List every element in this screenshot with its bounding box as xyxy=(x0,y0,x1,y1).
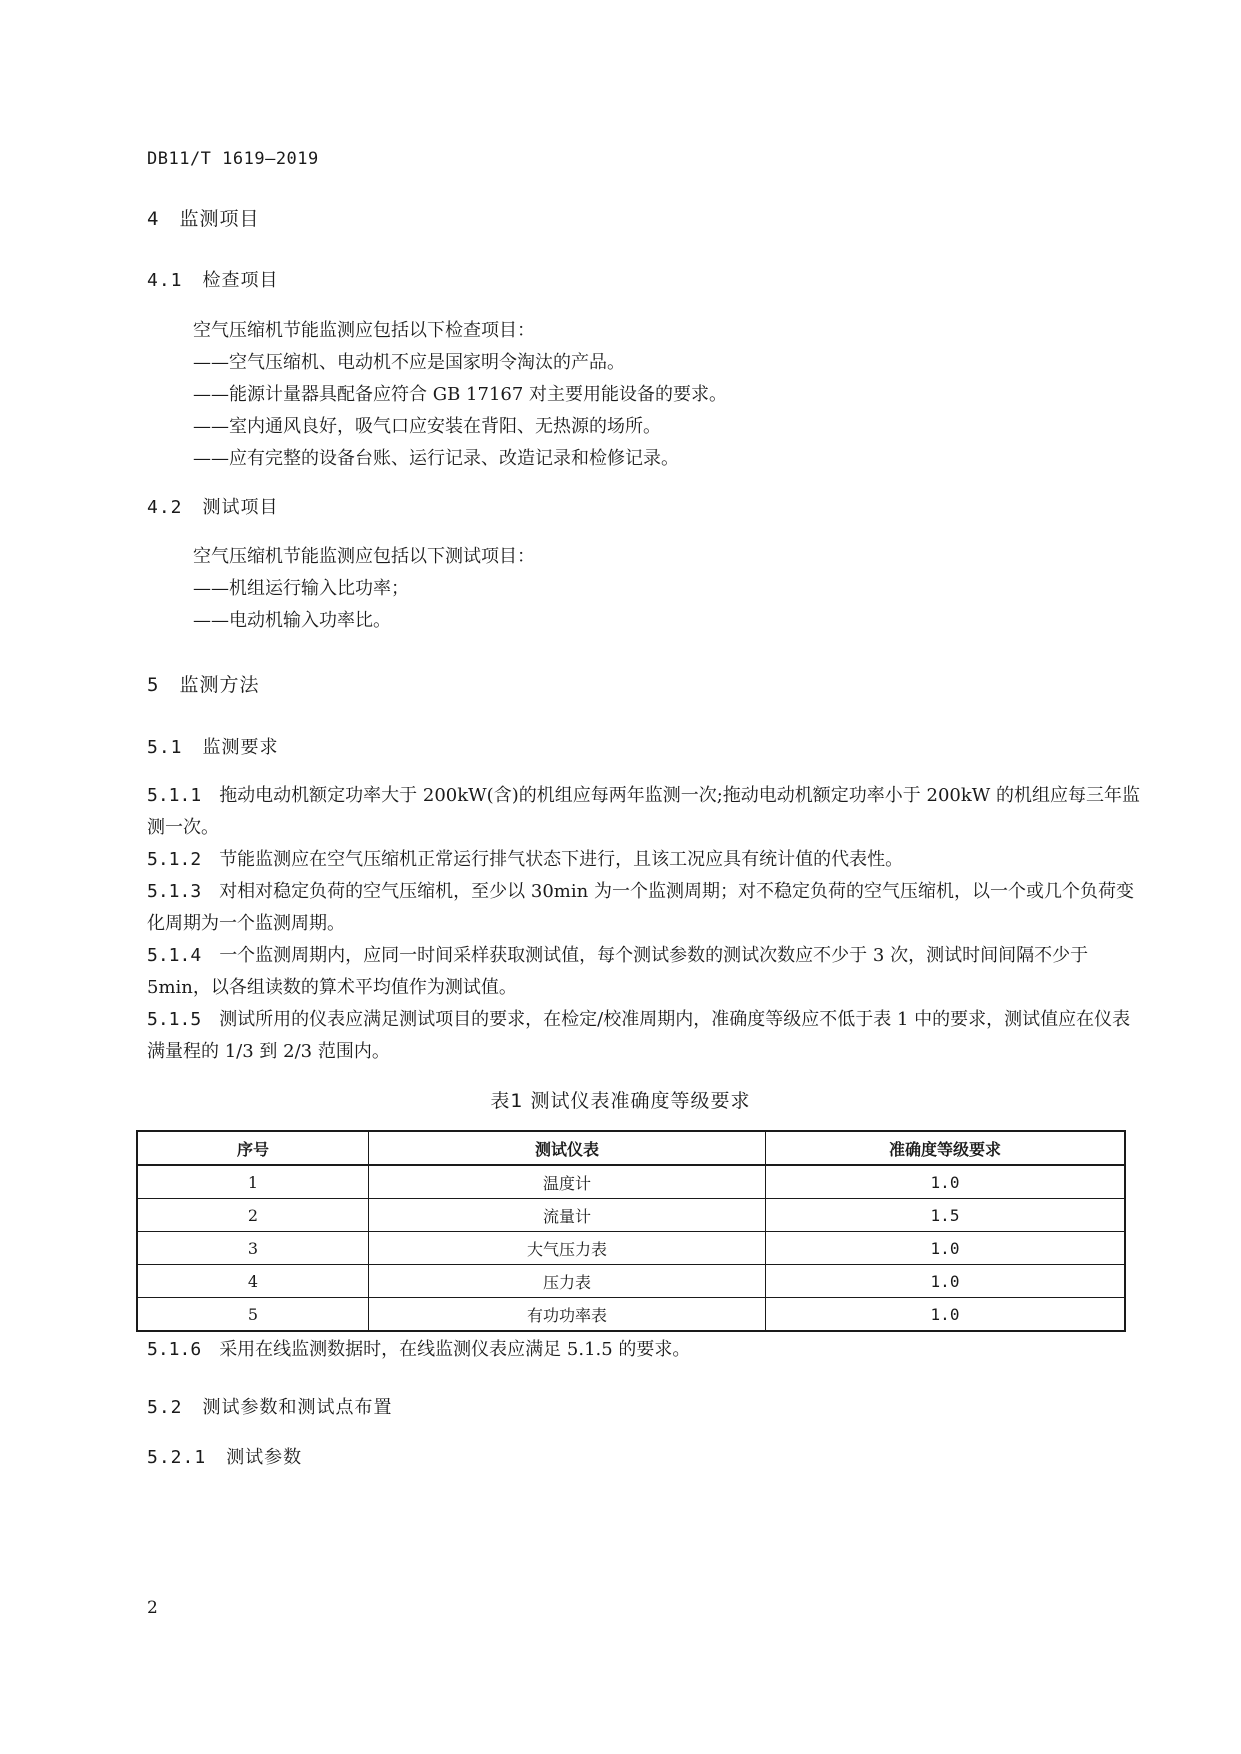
section-title: 测试项目 xyxy=(202,497,279,518)
section-number: 5.2.1 xyxy=(147,1447,207,1468)
section-5-heading xyxy=(147,670,1146,697)
section-title: 测试参数和测试点布置 xyxy=(202,1397,393,1418)
clause-5-1-4 xyxy=(147,940,1146,1004)
section-5-1-heading xyxy=(147,733,1146,759)
cell-index: 4 xyxy=(137,1265,369,1298)
cell-accuracy: 1.0 xyxy=(766,1165,1126,1199)
clause-number: 5.1.1 xyxy=(147,785,202,806)
table-row xyxy=(137,1199,1125,1232)
section-title: 检查项目 xyxy=(202,270,279,291)
list-item: ——空气压缩机、电动机不应是国家明令淘汰的产品。 xyxy=(193,352,625,373)
section-title: 监测方法 xyxy=(179,674,260,696)
cell-accuracy: 1.0 xyxy=(766,1298,1126,1332)
clause-text: 测试所用的仪表应满足测试项目的要求，在检定/校准周期内，准确度等级应不低于表 1 中的要求，测试值应在仪表满量程的 1/3 到 2/3 范围内。 xyxy=(147,1009,1131,1062)
table-1-title: 表1 测试仪表准确度等级要求 xyxy=(490,1090,751,1112)
clause-5-1-1 xyxy=(147,780,1146,844)
cell-index: 3 xyxy=(137,1232,369,1265)
cell-instrument: 温度计 xyxy=(369,1165,766,1199)
clause-5-1-3 xyxy=(147,876,1146,940)
section-number: 4.1 xyxy=(147,270,183,291)
section-title: 监测项目 xyxy=(179,208,260,230)
cell-accuracy: 1.0 xyxy=(766,1232,1126,1265)
list-item: ——室内通风良好，吸气口应安装在背阳、无热源的场所。 xyxy=(193,416,661,437)
clause-text: 采用在线监测数据时，在线监测仪表应满足 5.1.5 的要求。 xyxy=(219,1339,691,1360)
table-header-row xyxy=(137,1131,1125,1165)
section-number: 4 xyxy=(147,208,160,230)
page-number: 2 xyxy=(147,1598,158,1618)
cell-accuracy: 1.5 xyxy=(766,1199,1126,1232)
intro-text: 空气压缩机节能监测应包括以下测试项目： xyxy=(193,546,535,567)
clause-5-1-6 xyxy=(147,1334,1146,1366)
cell-instrument: 大气压力表 xyxy=(369,1232,766,1265)
section-4-2-heading xyxy=(147,493,1146,519)
clause-text: 拖动电动机额定功率大于 200kW(含)的机组应每两年监测一次;拖动电动机额定功率小于 200kW 的机组应每三年监测一次。 xyxy=(147,785,1140,838)
section-5-2-1-heading xyxy=(147,1443,1146,1469)
cell-instrument: 有功功率表 xyxy=(369,1298,766,1332)
section-number: 5 xyxy=(147,674,160,696)
cell-instrument: 压力表 xyxy=(369,1265,766,1298)
clause-number: 5.1.2 xyxy=(147,849,202,870)
section-4-2-body xyxy=(147,541,1146,637)
intro-text: 空气压缩机节能监测应包括以下检查项目： xyxy=(193,320,535,341)
table-row xyxy=(137,1232,1125,1265)
clause-number: 5.1.3 xyxy=(147,881,202,902)
section-4-1-body xyxy=(147,315,1146,475)
list-item: ——电动机输入功率比。 xyxy=(193,610,391,631)
clause-text: 一个监测周期内，应同一时间采样获取测试值，每个测试参数的测试次数应不少于 3 次，测试时间间隔不少于 5min，以各组读数的算术平均值作为测试值。 xyxy=(147,945,1089,998)
column-header-instrument: 测试仪表 xyxy=(369,1131,766,1165)
clause-text: 节能监测应在空气压缩机正常运行排气状态下进行，且该工况应具有统计值的代表性。 xyxy=(219,849,904,870)
clause-5-1-5 xyxy=(147,1004,1146,1068)
section-number: 5.1 xyxy=(147,737,183,758)
clause-number: 5.1.4 xyxy=(147,945,202,966)
column-header-accuracy: 准确度等级要求 xyxy=(766,1131,1126,1165)
section-title: 测试参数 xyxy=(226,1447,303,1468)
table-1 xyxy=(136,1130,1126,1332)
section-title: 监测要求 xyxy=(202,737,279,758)
list-item: ——机组运行输入比功率； xyxy=(193,578,409,599)
clause-number: 5.1.5 xyxy=(147,1009,202,1030)
section-4-1-heading xyxy=(147,266,1146,292)
list-item: ——能源计量器具配备应符合 GB 17167 对主要用能设备的要求。 xyxy=(193,384,728,405)
table-row xyxy=(137,1165,1125,1199)
section-5-1-body xyxy=(147,780,1146,1068)
cell-index: 2 xyxy=(137,1199,369,1232)
section-5-2-heading xyxy=(147,1393,1146,1419)
section-4-heading xyxy=(147,204,1146,231)
cell-index: 5 xyxy=(137,1298,369,1332)
list-item: ——应有完整的设备台账、运行记录、改造记录和检修记录。 xyxy=(193,448,679,469)
table-row xyxy=(137,1298,1125,1332)
clause-5-1-2 xyxy=(147,844,1146,876)
clause-text: 对相对稳定负荷的空气压缩机，至少以 30min 为一个监测周期；对不稳定负荷的空气压缩机，以一个或几个负荷变化周期为一个监测周期。 xyxy=(147,881,1134,934)
cell-index: 1 xyxy=(137,1165,369,1199)
column-header-index: 序号 xyxy=(137,1131,369,1165)
cell-accuracy: 1.0 xyxy=(766,1265,1126,1298)
table-row xyxy=(137,1265,1125,1298)
section-number: 5.2 xyxy=(147,1397,183,1418)
section-number: 4.2 xyxy=(147,497,183,518)
clause-number: 5.1.6 xyxy=(147,1339,202,1360)
cell-instrument: 流量计 xyxy=(369,1199,766,1232)
document-code: DB11/T 1619—2019 xyxy=(147,149,319,169)
